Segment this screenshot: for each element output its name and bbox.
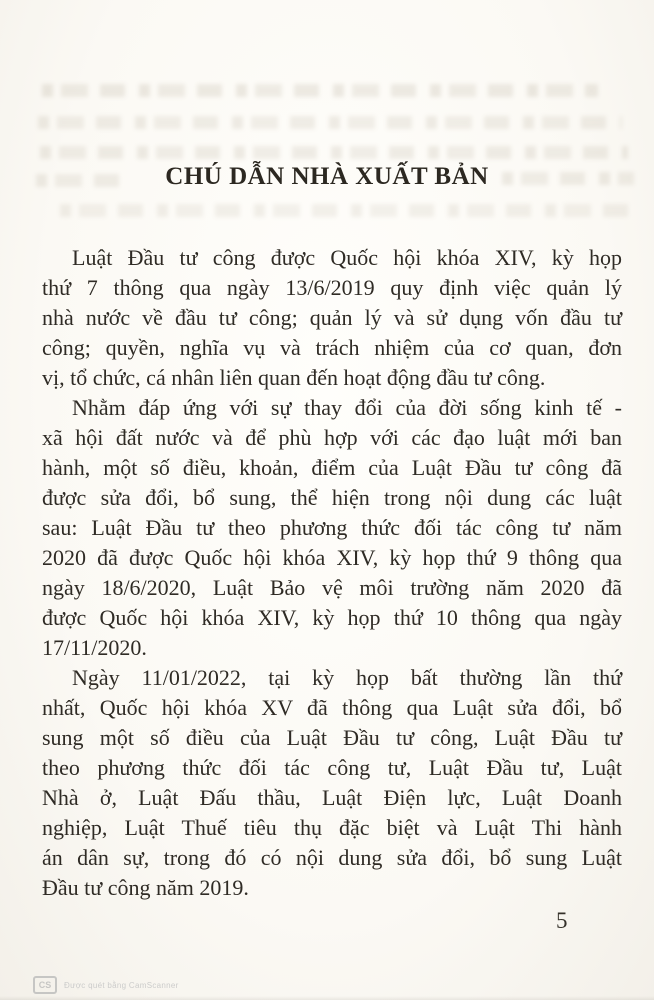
camscanner-watermark-text: Được quét bằng CamScanner (64, 980, 179, 990)
page-bottom-shadow (0, 996, 654, 1000)
text-line: vị, tổ chức, cá nhân liên quan đến hoạt động đầu tư công. (42, 365, 546, 390)
text-line: ngày 18/6/2020, Luật Bảo vệ môi trường năm 2020 đã (42, 575, 622, 600)
text-line: công; quyền, nghĩa vụ và trách nhiệm của cơ quan, đơn (42, 335, 622, 360)
camscanner-logo-icon: CS (33, 976, 57, 994)
text-line: Nhằm đáp ứng với sự thay đổi của đời sống kinh tế - (72, 395, 622, 420)
text-line: án dân sự, trong đó có nội dung sửa đổi, bổ sung Luật (42, 845, 622, 870)
body-text (42, 243, 622, 903)
paragraph (42, 393, 622, 663)
text-line: thứ 7 thông qua ngày 13/6/2019 quy định việc quản lý (42, 275, 622, 300)
text-line: xã hội đất nước và để phù hợp với các đạo luật mới ban (42, 425, 622, 450)
text-line: sau: Luật Đầu tư theo phương thức đối tác công tư năm (42, 515, 622, 540)
bleedthrough-text (40, 146, 628, 159)
text-line: nghiệp, Luật Thuế tiêu thụ đặc biệt và Luật Thi hành (42, 815, 622, 840)
page-title: CHÚ DẪN NHÀ XUẤT BẢN (165, 163, 489, 190)
text-line: Ngày 11/01/2022, tại kỳ họp bất thường lần thứ (72, 665, 622, 690)
text-line: nhất, Quốc hội khóa XV đã thông qua Luật sửa đổi, bổ (42, 695, 622, 720)
bleedthrough-text (42, 84, 598, 97)
paragraph (42, 663, 622, 903)
text-line: theo phương thức đối tác công tư, Luật Đầu tư, Luật (42, 755, 622, 780)
text-line: Đầu tư công năm 2019. (42, 875, 249, 900)
bleedthrough-text (60, 204, 632, 217)
bleedthrough-text (38, 116, 622, 129)
text-line: Nhà ở, Luật Đấu thầu, Luật Điện lực, Luật Doanh (42, 785, 622, 810)
text-line: được Quốc hội khóa XIV, kỳ họp thứ 10 thông qua ngày (42, 605, 622, 630)
text-line: được sửa đổi, bổ sung, thể hiện trong nội dung các luật (42, 485, 622, 510)
text-line: nhà nước về đầu tư công; quản lý và sử dụng vốn đầu tư (42, 305, 622, 330)
text-line: 17/11/2020. (42, 635, 147, 660)
page-number: 5 (556, 908, 568, 933)
text-line: 2020 đã được Quốc hội khóa XIV, kỳ họp thứ 9 thông qua (42, 545, 622, 570)
text-line: hành, một số điều, khoản, điểm của Luật Đầu tư công đã (42, 455, 622, 480)
text-line: Luật Đầu tư công được Quốc hội khóa XIV, kỳ họp (72, 245, 622, 270)
camscanner-watermark (33, 976, 179, 994)
paragraph (42, 243, 622, 393)
text-line: sung một số điều của Luật Đầu tư công, Luật Đầu tư (42, 725, 622, 750)
